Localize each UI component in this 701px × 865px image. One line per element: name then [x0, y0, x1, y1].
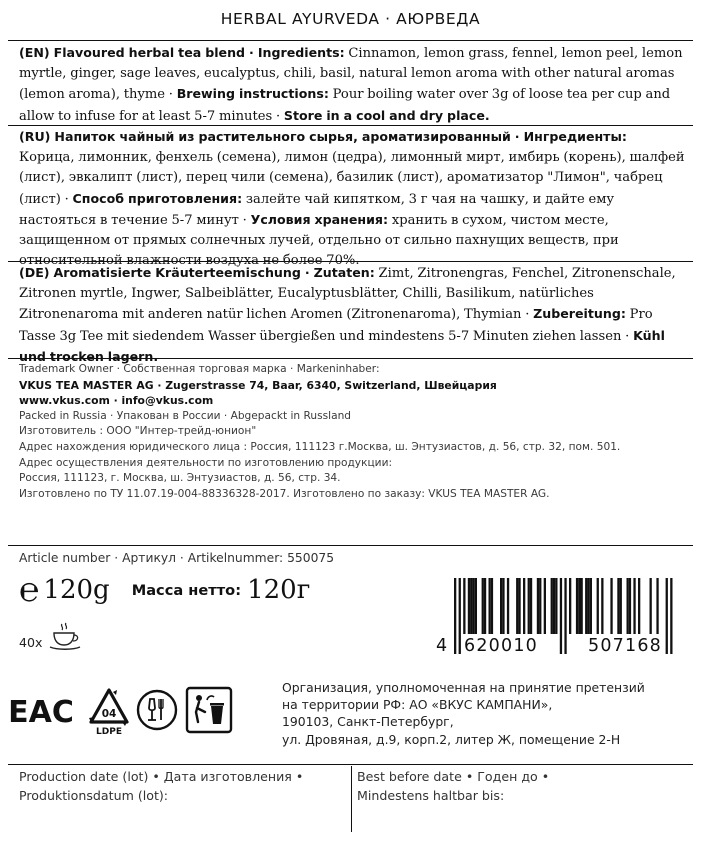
barcode-bar [564, 578, 566, 654]
company-info [19, 362, 689, 502]
barcode-bar [528, 578, 530, 634]
weight-row [19, 570, 311, 610]
barcode-bar [463, 578, 465, 634]
en-ingredients: Cinnamon, lemon grass, fennel, lemon peel, lemon myrtle, ginger, sage leaves, eucalyptus, chili, basil, natural lemon aroma with other natural aromas (lemon aroma), thyme · [19, 46, 683, 103]
divider-top [8, 40, 693, 41]
barcode-bar [633, 578, 635, 634]
ru-brew-label: Способ приготовления: [72, 190, 243, 206]
company-line: VKUS TEA MASTER AG · Zugerstrasse 74, Baar, 6340, Switzerland, Швейцария [19, 378, 497, 392]
barcode-bar [578, 578, 580, 634]
recycle-ldpe-icon [83, 686, 135, 740]
barcode-bar [601, 578, 603, 634]
barcode-bar [459, 578, 461, 654]
barcode-bar [539, 578, 541, 634]
ru-store-label: Условия хранения: [250, 211, 389, 227]
legal-address-line: Адрес нахождения юридического лица : Россия, 111123 г.Москва, ш. Энтузиастов, д. 56, стр. 32, пом. 501. [19, 440, 621, 453]
barcode-bar [516, 578, 518, 634]
en-store-label: Store in a cool and dry place. [283, 107, 490, 123]
barcode-group-right: 507168 [588, 636, 663, 656]
estimated-sign-icon: ℮ [19, 570, 40, 610]
de-brew-text: Pro Tasse 3g Tee mit siedendem Wasser übergießen und mindestens 5-7 Minuten ziehen lassen · [19, 307, 653, 344]
divider-info [8, 545, 693, 546]
footer-separator [351, 766, 352, 832]
recycle-number: 04 [101, 708, 117, 720]
barcode-bar [544, 578, 546, 634]
de-ingredients: Zimt, Zitronengras, Fenchel, Zitronenschale, Zitronen myrtle, Ingwer, Salbeiblätter, Eucalyptusblätter, Chilli, Basilikum, natürliches Zitronenaroma mit anderen natür lichen Aromen (Zitronenaroma), Thymian · [19, 266, 676, 323]
barcode-bar [523, 578, 525, 634]
best-before-field [357, 768, 687, 805]
barcode-bar [569, 578, 571, 634]
best-before-label: Best before date • Годен до • [357, 769, 550, 784]
barcode-bar [553, 578, 555, 634]
barcode-bar [620, 578, 622, 634]
article-number: Article number · Артикул · Artikelnummer: 550075 [19, 551, 335, 565]
tidyman-disposal-icon [185, 686, 233, 738]
barcode-bar [502, 578, 504, 634]
barcode-bar [670, 578, 672, 654]
production-address-line: Россия, 111123, г. Москва, ш. Энтузиастов, д. 56, стр. 34. [19, 472, 341, 485]
barcode-bar [610, 578, 612, 634]
barcode-bar [617, 578, 619, 634]
barcode-bar [482, 578, 484, 634]
divider-footer [8, 764, 693, 765]
barcode-bar [475, 578, 477, 634]
de-brew-label: Zubereitung: [533, 306, 626, 322]
ru-ingredients: Корица, лимонник, фенхель (семена), лимон (цедра), лимонный мирт, имбирь (корень), шалфей (лист), эвкалипт (лист), перец чили (семена), базилик (лист), ароматизатор "Лимон", чабрец (лист) · [19, 150, 685, 207]
production-date-label: Production date (lot) • Дата изготовления • [19, 769, 304, 784]
barcode-bar [470, 578, 472, 634]
barcode-bar [666, 578, 668, 654]
barcode-bar [500, 578, 502, 634]
ru-section [19, 127, 685, 271]
trademark-line: Trademark Owner · Собственная торговая марка · Markeninhaber: [19, 363, 380, 375]
ru-store-text: хранить в сухом, чистом месте, защищенном от прямых солнечных лучей, отдельно от сильно пахнущих веществ, при относительной влажности воздуха не более 70%. [19, 212, 619, 269]
de-intro-label: (DE) Aromatisierte Kräuterteemischung · Zutaten: [19, 265, 375, 280]
production-date-field [19, 768, 349, 805]
barcode-bar [638, 578, 640, 634]
weight-value: 120g [43, 575, 110, 605]
barcode-bar [489, 578, 491, 634]
barcode-bar [587, 578, 589, 634]
barcode-bar [468, 578, 470, 634]
barcode-bar [484, 578, 486, 634]
barcode-bar [650, 578, 652, 634]
org-line-3: 190103, Санкт-Петербург, [282, 714, 454, 730]
barcode-bar [629, 578, 631, 634]
de-store-label: Kühl und trocken lagern. [19, 327, 665, 364]
product-title: HERBAL AYURVEDA · АЮРВЕДА [220, 10, 481, 28]
barcode-bar [537, 578, 539, 634]
barcode-bar [597, 578, 599, 634]
divider-ru [8, 261, 693, 262]
barcode-bar [454, 578, 456, 654]
tu-line: Изготовлено по ТУ 11.07.19-004-88336328-2017. Изготовлено по заказу: VKUS TEA MASTER AG. [19, 487, 550, 500]
packed-line: Packed in Russia · Упакован в России · Abgepackt in Russland [19, 409, 352, 422]
net-weight-label: Масса нетто: [131, 581, 242, 599]
en-brew-label: Brewing instructions: [176, 86, 329, 102]
maker-line: Изготовитель : ООО "Интер-трейд-юнион" [19, 425, 257, 438]
ru-brew-text: залейте чай кипятком, 3 г чая на чашку, и дайте ему настояться в течение 5-7 минут · [19, 191, 615, 228]
barcode-bar [585, 578, 587, 634]
barcode-bar [627, 578, 629, 634]
barcode-group-left: 620010 [464, 636, 539, 656]
servings-row [19, 622, 83, 652]
recycle-label: LDPE [96, 727, 122, 737]
barcode-bar [555, 578, 557, 634]
web-line: www.vkus.com · info@vkus.com [19, 394, 214, 408]
barcode-bar [530, 578, 532, 634]
barcode-bar [518, 578, 520, 634]
teacup-icon [49, 622, 83, 652]
net-weight-value: 120г [247, 575, 311, 605]
barcode-bar [656, 578, 658, 634]
barcode-bar [507, 578, 509, 634]
barcode-bar [551, 578, 553, 634]
barcode-bar [491, 578, 493, 634]
barcode-first-digit: 4 [436, 636, 449, 656]
en-brew-text: Pour boiling water over 3g of loose tea per cup and allow to infuse for at least 5-7 minutes · [19, 87, 671, 124]
production-address-label: Адрес осуществления деятельности по изготовлению продукции: [19, 456, 393, 469]
best-before-label-de: Mindestens haltbar bis: [357, 787, 505, 803]
barcode-bar [581, 578, 583, 634]
servings-count: 40x [19, 634, 43, 650]
org-line-1: Организация, уполномоченная на принятие претензий [282, 680, 645, 695]
ru-intro-label: (RU) Напиток чайный из растительного сырья, ароматизированный · Ингредиенты: [19, 129, 627, 144]
de-section [19, 263, 685, 368]
org-line-2: на территории РФ: АО «ВКУС КАМПАНИ», [282, 697, 553, 713]
barcode-bar [472, 578, 474, 634]
barcode-bar [590, 578, 592, 634]
production-date-label-de: Produktionsdatum (lot): [19, 787, 169, 803]
org-line-4: ул. Дровяная, д.9, корп.2, литер Ж, помещение 2-Н [282, 731, 621, 747]
en-intro-label: (EN) Flavoured herbal tea blend · Ingredients: [19, 45, 345, 60]
barcode-bar [560, 578, 562, 654]
divider-de [8, 358, 693, 359]
eac-mark-icon [8, 690, 74, 734]
en-section [19, 43, 685, 127]
eac-mark-text: ЕАС [8, 695, 74, 730]
food-contact-icon [135, 688, 179, 736]
barcode-bar [576, 578, 578, 634]
divider-en [8, 125, 693, 126]
claims-organization [282, 679, 692, 748]
